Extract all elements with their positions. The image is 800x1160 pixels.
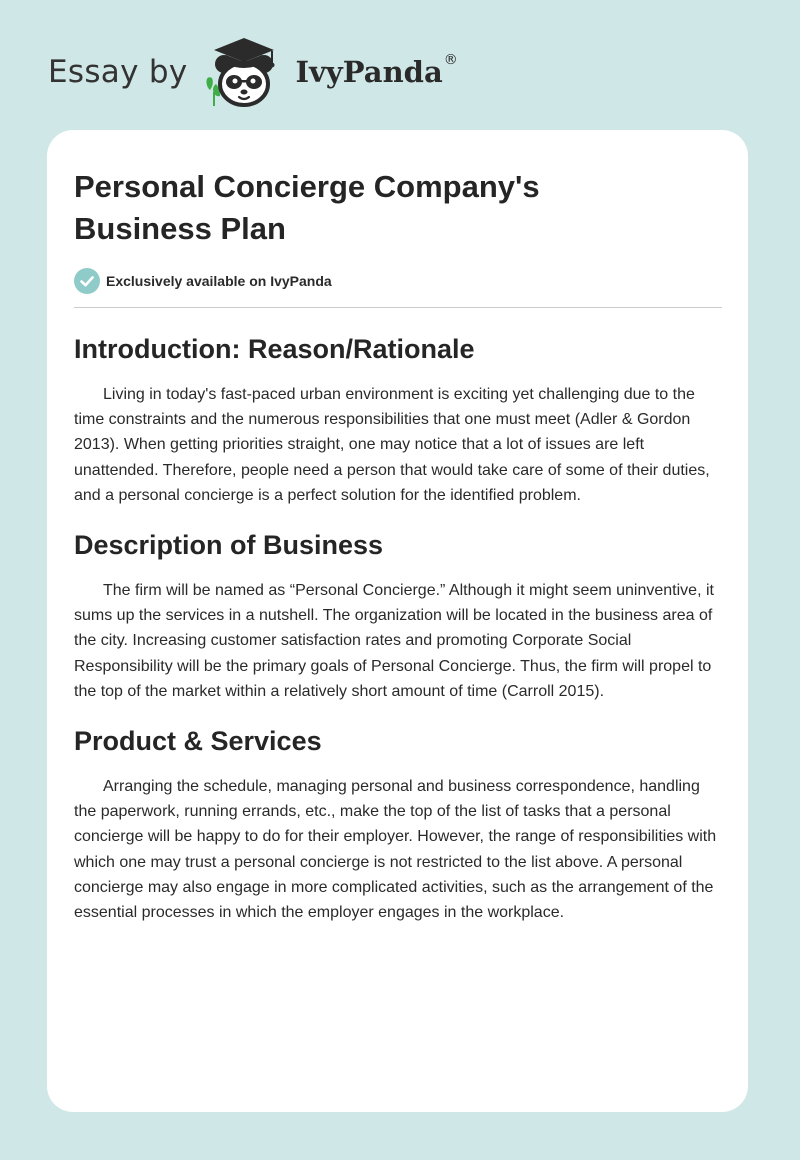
section-heading: Description of Business bbox=[74, 530, 384, 561]
section-heading: Product & Services bbox=[74, 726, 322, 757]
check-circle-icon bbox=[74, 268, 100, 294]
exclusive-badge-label: Exclusively available on IvyPanda bbox=[106, 273, 332, 289]
brand-name[interactable]: IvyPanda bbox=[295, 55, 443, 89]
section-heading: Introduction: Reason/Rationale bbox=[74, 334, 475, 364]
section-description bbox=[74, 528, 722, 704]
section-paragraph: Living in today's fast-paced urban environment is exciting yet challenging due to the time constraints and the numerous responsibilities that one must meet (Adler & Gordon 2013). When getting priorities straight, one may notice that a lot of issues are left unattended. Therefore, people need a person that would take care of some of their duties, and a personal concierge is a perfect solution for the identified problem. bbox=[74, 386, 710, 504]
panda-graduation-cap-icon[interactable] bbox=[202, 34, 294, 110]
section-paragraph: The firm will be named as “Personal Concierge.” Although it might seem uninventive, it sums up the services in a nutshell. The organization will be located in the business area of the city. Increasing customer satisfaction rates and promoting Corporate Social Responsibility will be the primary goals of Personal Concierge. Thus, the firm will propel to the top of the market within a relatively short amount of time (Carroll 2015). bbox=[74, 582, 714, 700]
page-title: Personal Concierge Company's Business Plan bbox=[74, 169, 540, 246]
section-paragraph: Arranging the schedule, managing personal and business correspondence, handling the paperwork, running errands, etc., make the top of the list of tasks that a personal concierge will be happy to do for their employer. However, the range of responsibilities with which one may trust a personal concierge is not restricted to the list above. A personal concierge may also engage in more complicated activities, such as the arrangement of the essential processes in which the employer engages in the workplace. bbox=[74, 778, 717, 922]
document-card bbox=[47, 130, 748, 1112]
registered-mark: ® bbox=[443, 52, 458, 68]
brand-prefix: Essay by bbox=[48, 54, 188, 90]
site-header bbox=[48, 34, 458, 110]
section-introduction bbox=[74, 332, 722, 508]
exclusive-badge bbox=[74, 268, 722, 294]
divider bbox=[74, 307, 722, 308]
section-products bbox=[74, 724, 722, 925]
